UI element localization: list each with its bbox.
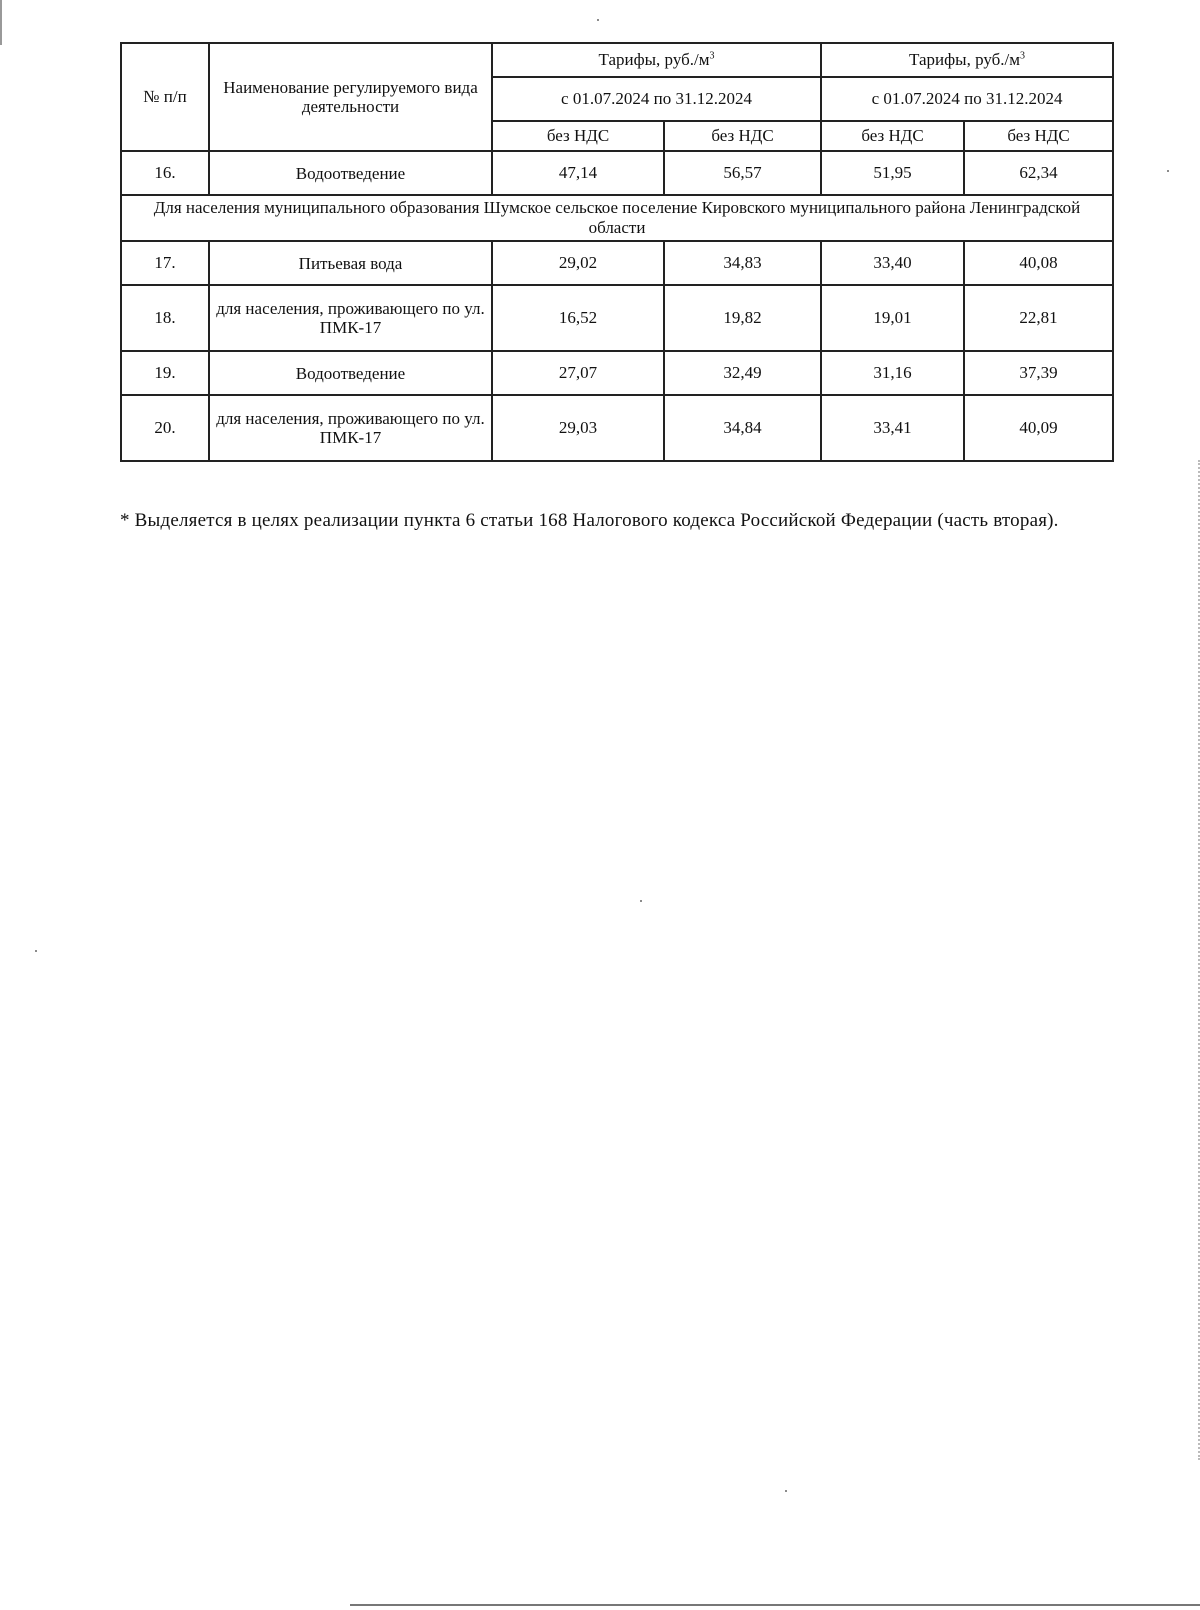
scan-edge-left: [0, 0, 2, 45]
row-value: 37,39: [964, 351, 1113, 395]
header-period-1: с 01.07.2024 по 31.12.2024: [492, 77, 821, 121]
footnote: * Выделяется в целях реализации пункта 6 статьи 168 Налогового кодекса Российской Федерации (часть вторая).: [120, 510, 1059, 531]
row-value: 27,07: [492, 351, 664, 395]
row-name: для населения, проживающего по ул. ПМК-17: [209, 285, 492, 351]
header-row-1: [121, 43, 1113, 77]
row-name: Водоотведение: [209, 351, 492, 395]
group-heading-row: [121, 195, 1113, 241]
row-name: для населения, проживающего по ул. ПМК-17: [209, 395, 492, 461]
row-value: 29,03: [492, 395, 664, 461]
table-row: [121, 395, 1113, 461]
header-name: Наименование регулируемого вида деятельности: [209, 43, 492, 151]
table-row: [121, 241, 1113, 285]
row-value: 47,14: [492, 151, 664, 195]
row-value: 19,01: [821, 285, 964, 351]
scan-edge-bottom: [350, 1604, 1200, 1606]
row-value: 31,16: [821, 351, 964, 395]
scan-edge-right: [1195, 460, 1200, 1460]
header-num: № п/п: [121, 43, 209, 151]
header-period-2: с 01.07.2024 по 31.12.2024: [821, 77, 1113, 121]
tariff-table: [120, 42, 1114, 462]
row-num: 16.: [121, 151, 209, 195]
row-value: 34,84: [664, 395, 821, 461]
header-sub: без НДС: [492, 121, 664, 151]
header-sub: без НДС: [964, 121, 1113, 151]
row-value: 16,52: [492, 285, 664, 351]
row-value: 51,95: [821, 151, 964, 195]
row-value: 19,82: [664, 285, 821, 351]
row-value: 32,49: [664, 351, 821, 395]
table-row: [121, 351, 1113, 395]
row-value: 33,40: [821, 241, 964, 285]
header-tariff-group-2: Тарифы, $руб./м^3$: [821, 43, 1113, 77]
table-row: [121, 151, 1113, 195]
row-value: 40,08: [964, 241, 1113, 285]
scan-speck: [1167, 170, 1169, 172]
row-num: 18.: [121, 285, 209, 351]
row-value: 29,02: [492, 241, 664, 285]
header-sub: без НДС: [664, 121, 821, 151]
row-value: 22,81: [964, 285, 1113, 351]
scan-speck: [640, 900, 642, 902]
row-name: Водоотведение: [209, 151, 492, 195]
table-row: [121, 285, 1113, 351]
row-value: 62,34: [964, 151, 1113, 195]
scan-speck: [785, 1490, 787, 1492]
header-tariff-group-1: Тарифы, $руб./м^3$: [492, 43, 821, 77]
row-value: 40,09: [964, 395, 1113, 461]
scan-speck: [597, 19, 599, 21]
row-value: 33,41: [821, 395, 964, 461]
row-num: 20.: [121, 395, 209, 461]
row-num: 17.: [121, 241, 209, 285]
row-num: 19.: [121, 351, 209, 395]
header-sub: без НДС: [821, 121, 964, 151]
group-heading: Для населения муниципального образования Шумское сельское поселение Кировского муниципального района Ленинградской области: [121, 195, 1113, 241]
row-name: Питьевая вода: [209, 241, 492, 285]
row-value: 34,83: [664, 241, 821, 285]
row-value: 56,57: [664, 151, 821, 195]
scan-speck: [35, 950, 37, 952]
